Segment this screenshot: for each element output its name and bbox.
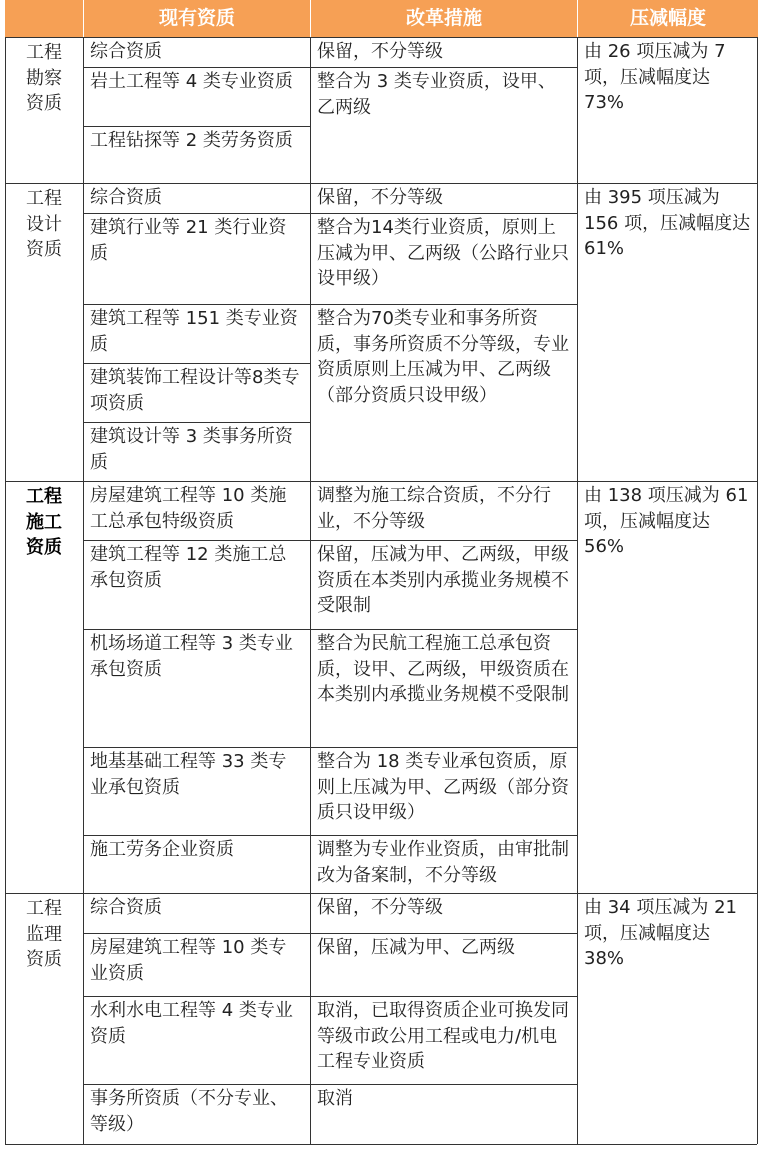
- header-reduction: 压减幅度: [578, 0, 758, 37]
- category-supervision: 工程 监理 资质: [26, 898, 62, 970]
- table-row: 建筑工程等 151 类专业资质: [90, 308, 298, 355]
- table-row: 房屋建筑工程等 10 类专业资质: [90, 937, 287, 984]
- grid-line: [5, 481, 757, 482]
- grid-line: [83, 629, 577, 630]
- measure-cell: 整合为民航工程施工总承包资质，设甲、乙两级，甲级资质在本类别内承揽业务规模不受限制: [317, 633, 569, 705]
- table-row: 综合资质: [90, 897, 162, 918]
- category-design: 工程 设计 资质: [26, 188, 62, 260]
- grid-line: [5, 37, 6, 1144]
- table-row: 水利水电工程等 4 类专业资质: [90, 1000, 293, 1047]
- grid-line: [5, 893, 757, 894]
- grid-line: [83, 422, 310, 423]
- measure-cell: 保留，不分等级: [317, 897, 443, 918]
- header-existing-qualification: 现有资质: [84, 0, 310, 37]
- reduction-cell: 由 138 项压减为 61 项，压减幅度达 56%: [584, 485, 749, 557]
- table-row: 房屋建筑工程等 10 类施工总承包特级资质: [90, 485, 287, 532]
- table-row: 建筑设计等 3 类事务所资质: [90, 426, 293, 473]
- grid-line: [5, 1144, 757, 1145]
- reduction-cell: 由 34 项压减为 21 项，压减幅度达 38%: [584, 897, 737, 969]
- measure-cell: 整合为14类行业资质，原则上压减为甲、乙两级（公路行业只设甲级）: [317, 217, 569, 289]
- grid-line: [83, 747, 577, 748]
- grid-line: [83, 37, 84, 1144]
- grid-line: [83, 126, 310, 127]
- grid-line: [83, 996, 577, 997]
- header-cell-blank: [5, 0, 83, 37]
- table-row: 综合资质: [90, 41, 162, 62]
- measure-cell: 整合为 3 类专业资质，设甲、乙两级: [317, 71, 556, 118]
- table-row: 建筑装饰工程设计等8类专项资质: [90, 367, 300, 414]
- grid-line: [83, 363, 310, 364]
- measure-cell: 整合为 18 类专业承包资质，原则上压减为甲、乙两级（部分资质只设甲级）: [317, 751, 569, 823]
- measure-cell: 整合为70类专业和事务所资质，事务所资质不分等级，专业资质原则上压减为甲、乙两级（部分资质只设甲级）: [317, 308, 569, 406]
- grid-line: [757, 37, 758, 1144]
- table-row: 工程钻探等 2 类劳务资质: [90, 130, 293, 151]
- measure-cell: 取消: [317, 1088, 353, 1109]
- measure-cell: 调整为专业作业资质，由审批制改为备案制，不分等级: [317, 839, 569, 886]
- reduction-cell: 由 26 项压减为 7 项，压减幅度达 73%: [584, 41, 726, 113]
- table-row: 综合资质: [90, 187, 162, 208]
- table-row: 建筑工程等 12 类施工总承包资质: [90, 544, 287, 591]
- grid-line: [83, 304, 577, 305]
- measure-cell: 保留，不分等级: [317, 41, 443, 62]
- table-row: 施工劳务企业资质: [90, 839, 234, 860]
- table-row: 岩土工程等 4 类专业资质: [90, 71, 293, 92]
- grid-line: [577, 37, 578, 1144]
- grid-line: [5, 183, 757, 184]
- grid-line: [310, 37, 311, 1144]
- grid-line: [83, 213, 577, 214]
- table-row: 事务所资质（不分专业、等级）: [90, 1088, 288, 1135]
- measure-cell: 保留，压减为甲、乙两级: [317, 937, 515, 958]
- grid-line: [83, 835, 577, 836]
- measure-cell: 调整为施工综合资质，不分行业，不分等级: [317, 485, 551, 532]
- measure-cell: 取消，已取得资质企业可换发同等级市政公用工程或电力/机电工程专业资质: [317, 1000, 569, 1072]
- table-row: 机场场道工程等 3 类专业承包资质: [90, 633, 293, 680]
- header-reform-measure: 改革措施: [311, 0, 577, 37]
- measure-cell: 保留，不分等级: [317, 187, 443, 208]
- grid-line: [83, 540, 577, 541]
- grid-line: [83, 67, 577, 68]
- category-construction: 工程 施工 资质: [26, 486, 62, 558]
- table-row: 地基基础工程等 33 类专业承包资质: [90, 751, 287, 798]
- measure-cell: 保留，压减为甲、乙两级，甲级资质在本类别内承揽业务规模不受限制: [317, 544, 569, 616]
- reduction-cell: 由 395 项压减为 156 项，压减幅度达 61%: [584, 187, 751, 259]
- grid-line: [83, 1084, 577, 1085]
- table-row: 建筑行业等 21 类行业资质: [90, 217, 287, 264]
- grid-line: [83, 933, 577, 934]
- grid-line: [5, 37, 757, 38]
- category-survey: 工程 勘察 资质: [26, 42, 62, 114]
